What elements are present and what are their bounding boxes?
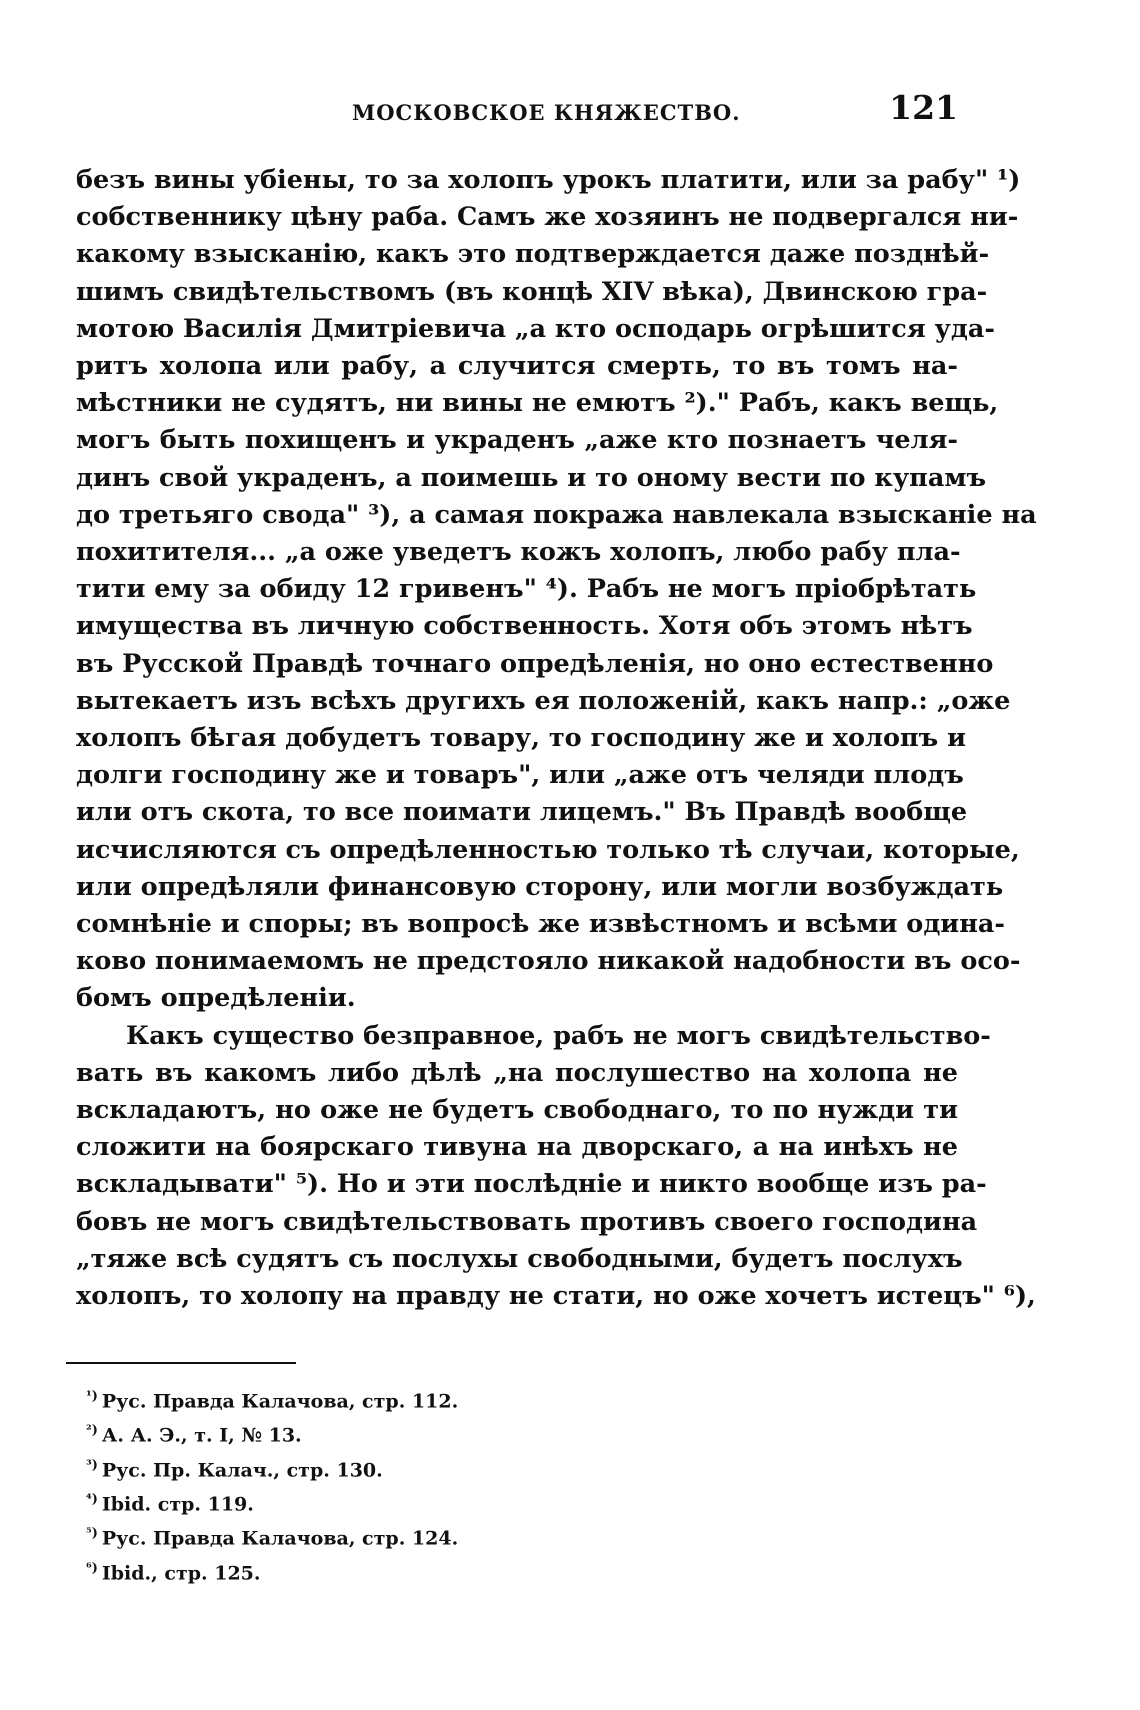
footnote-text: Рус. Правда Калачова, стр. 124. xyxy=(101,1527,459,1550)
text-line: въ Русской Правдѣ точнаго опредѣленія, но оно естественно xyxy=(76,648,994,679)
text-line: долги господину же и товаръ", или „аже отъ челяди плодъ xyxy=(76,760,964,791)
text-line: бовъ не могъ свидѣтельствовать противъ своего господина xyxy=(76,1206,978,1237)
text-line: шимъ свидѣтельствомъ (въ концѣ XIV вѣка), Двинскою гра- xyxy=(76,276,988,307)
footnote-mark: ⁶) xyxy=(86,1560,98,1576)
text-line: ково понимаемомъ не предстояло никакой надобности въ осо- xyxy=(76,946,1021,977)
text-line: вытекаетъ изъ всѣхъ другихъ ея положеній, какъ напр.: „оже xyxy=(76,685,1011,716)
text-line: какому взысканію, какъ это подтверждается даже позднѣй- xyxy=(76,239,990,270)
text-line: сомнѣніе и споры; въ вопросѣ же извѣстномъ и всѣми одина- xyxy=(76,909,1005,940)
paragraph-start: Какъ существо безправное, рабъ не могъ свидѣтельство- xyxy=(126,1020,991,1051)
text-line: тити ему за обиду 12 гривенъ" ⁴). Рабъ не могъ пріобрѣтать xyxy=(76,574,977,605)
footnote xyxy=(86,1485,686,1519)
footnote-mark: ⁵) xyxy=(86,1526,98,1542)
text-line: мѣстники не судятъ, ни вины не емютъ ²)." Рабъ, какъ вещь, xyxy=(76,388,999,419)
text-line: мотою Василія Дмитріевича „а кто осподарь огрѣшится уда- xyxy=(76,313,995,344)
page-number: 121 xyxy=(889,88,958,127)
page-header xyxy=(76,88,958,138)
text-line: вать въ какомъ либо дѣлѣ „на послушество на холопа не xyxy=(76,1057,958,1088)
text-line: безъ вины убіены, то за холопъ урокъ платити, или за рабу" ¹) xyxy=(76,165,1021,195)
footnote-text: Рус. Правда Калачова, стр. 112. xyxy=(101,1390,459,1413)
footnote-text: Ibid. стр. 119. xyxy=(101,1493,254,1516)
footnote xyxy=(86,1519,686,1553)
text-line: динъ свой украденъ, а поимешь и то оному вести по купамъ xyxy=(76,462,987,493)
footnote-mark: ¹) xyxy=(86,1389,98,1404)
text-line: холопъ бѣгая добудетъ товару, то господину же и холопъ и xyxy=(76,723,967,754)
text-line: холопъ, то холопу на правду не стати, но оже хочетъ истецъ" ⁶), xyxy=(76,1281,1036,1312)
text-line: могъ быть похищенъ и украденъ „аже кто познаетъ челя- xyxy=(76,425,958,456)
footnote xyxy=(86,1554,686,1588)
footnote-text: А. А. Э., т. I, № 13. xyxy=(101,1424,302,1447)
footnotes xyxy=(86,1382,686,1588)
running-head: МОСКОВСКОЕ КНЯЖЕСТВО. xyxy=(352,100,741,125)
body-text xyxy=(76,162,1037,1315)
footnote-divider xyxy=(66,1362,296,1364)
text-line: вскладывати" ⁵). Но и эти послѣдніе и никто вообще изъ ра- xyxy=(76,1169,987,1200)
text-line: или опредѣляли финансовую сторону, или могли возбуждать xyxy=(76,871,1004,902)
footnote-text: Ibid., стр. 125. xyxy=(101,1561,261,1584)
text-line: вскладаютъ, но оже не будетъ свободнаго, то по нужди ти xyxy=(76,1095,958,1126)
text-line: ритъ холопа или рабу, а случится смерть, то въ томъ на- xyxy=(76,351,958,382)
footnote-text: Рус. Пр. Калач., стр. 130. xyxy=(101,1458,383,1481)
text-line: сложити на боярскаго тивуна на дворскаго, а на инѣхъ не xyxy=(76,1132,958,1163)
text-line: или отъ скота, то все поимати лицемъ." Въ Правдѣ вообще xyxy=(76,797,968,828)
text-line: бомъ опредѣленіи. xyxy=(76,983,356,1014)
text-line: собственнику цѣну раба. Самъ же хозяинъ не подвергался ни- xyxy=(76,202,1019,233)
footnote-mark: ²) xyxy=(86,1423,98,1439)
footnote xyxy=(86,1416,686,1450)
footnote-mark: ³) xyxy=(86,1457,98,1473)
footnote-mark: ⁴) xyxy=(86,1491,98,1507)
text-line: похитителя... „а оже уведетъ кожъ холопъ, любо рабу пла- xyxy=(76,537,961,568)
text-line: до третьяго свода" ³), а самая покража навлекала взысканіе на xyxy=(76,499,1037,530)
text-line: исчисляются съ опредѣленностью только тѣ случаи, которые, xyxy=(76,834,1020,865)
footnote xyxy=(86,1451,686,1485)
text-line: имущества въ личную собственность. Хотя объ этомъ нѣтъ xyxy=(76,611,973,642)
footnote xyxy=(86,1382,686,1416)
text-line: „тяже всѣ судятъ съ послухы свободными, будетъ послухъ xyxy=(76,1243,963,1274)
